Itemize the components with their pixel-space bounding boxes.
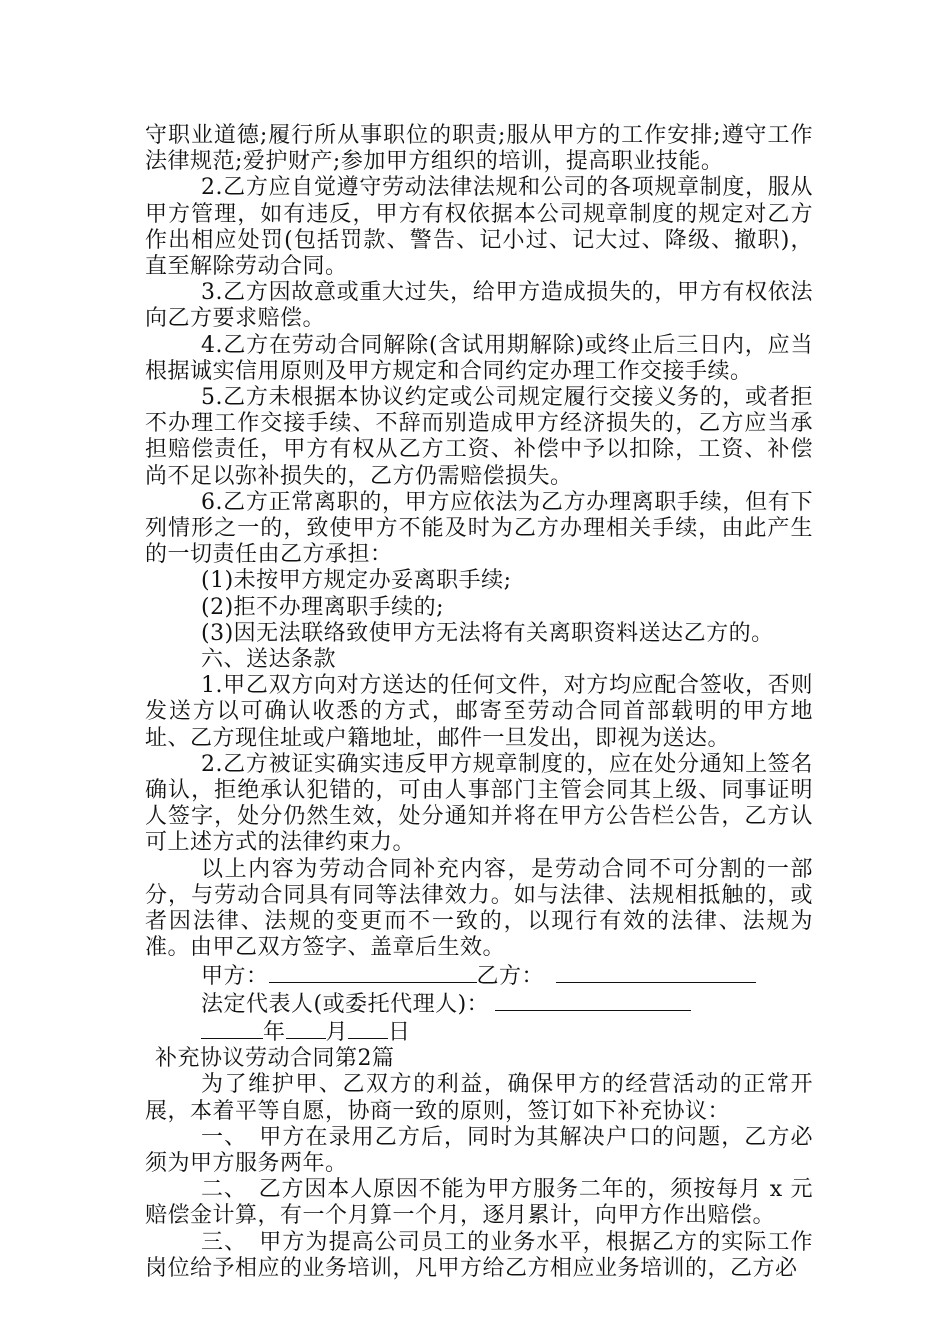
- day-label: 日: [388, 1019, 411, 1045]
- paragraph-clause-5: 5.乙方未根据本协议约定或公司规定履行交接义务的，或者拒不办理工作交接手续、不辞而别造成甲方经济损失的，乙方应当承担赔偿责任，甲方有权从乙方工资、补偿中予以扣除，工资、补偿尚不足以弥补损失的，乙方仍需赔偿损失。: [145, 385, 813, 489]
- month-label: 月: [325, 1019, 349, 1045]
- paragraph-clause-6: 6.乙方正常离职的，甲方应依法为乙方办理离职手续，但有下列情形之一的，致使甲方不能及时为乙方办理相关手续，由此产生的一切责任由乙方承担：: [145, 489, 813, 568]
- signature-row-legal-rep: [145, 990, 813, 1018]
- document-page: [145, 123, 813, 1282]
- paragraph-delivery-1: 1.甲乙双方向对方送达的任何文件，对方均应配合签收，否则发送方以可确认收悉的方式，邮寄至劳动合同首部载明的甲方地址、乙方现住址或户籍地址，邮件一旦发出，即视为送达。: [145, 673, 813, 751]
- legal-rep-label: 法定代表人(或委托代理人)：: [201, 991, 490, 1017]
- date-row: [145, 1018, 813, 1046]
- paragraph-clause-3: 3.乙方因故意或重大过失，给甲方造成损失的，甲方有权依法向乙方要求赔偿。: [145, 280, 813, 332]
- party-b-label: 乙方：: [476, 963, 545, 989]
- paragraph-delivery-2: 2.乙方被证实确实违反甲方规章制度的，应在处分通知上签名确认，拒绝承认犯错的，可由人事部门主管会同其上级、同事证明人签字，处分仍然生效，处分通知并将在甲方公告栏公告，乙方认可上述方式的法律约束力。: [145, 751, 813, 856]
- list-item-3: (3)因无法联络致使甲方无法将有关离职资料送达乙方的。: [201, 620, 774, 646]
- list-item-2: (2)拒不办理离职手续的;: [201, 594, 445, 620]
- paragraph-clause-4: 4.乙方在劳动合同解除(含试用期解除)或终止后三日内，应当根据诚实信用原则及甲方规定和合同约定办理工作交接手续。: [145, 332, 813, 384]
- paragraph-clause-three: 三、 甲方为提高公司员工的业务水平，根据乙方的实际工作岗位给予相应的业务培训，凡甲方给乙方相应业务培训的，乙方必: [145, 1229, 813, 1281]
- year-label: 年: [263, 1019, 286, 1045]
- day-blank: [348, 1018, 388, 1039]
- paragraph-closing: 以上内容为劳动合同补充内容，是劳动合同不可分割的一部分，与劳动合同具有同等法律效力。如与法律、法规相抵触的，或者因法律、法规的变更而不一致的，以现行有效的法律、法规为准。由甲乙双方签字、盖章后生效。: [145, 856, 813, 961]
- signature-row-parties: [145, 962, 813, 990]
- party-a-label: 甲方：: [201, 963, 269, 989]
- section-heading-delivery: 六、送达条款: [201, 647, 337, 673]
- paragraph-intro-2: 为了维护甲、乙双方的利益，确保甲方的经营活动的正常开展，本着平等自愿，协商一致的原则，签订如下补充协议：: [145, 1072, 813, 1124]
- party-b-signature-line: [556, 962, 756, 983]
- legal-rep-signature-line: [495, 990, 691, 1011]
- party-a-signature-line: [269, 962, 477, 983]
- list-item-1: (1)未按甲方规定办妥离职手续;: [201, 568, 512, 594]
- year-blank: [201, 1018, 263, 1039]
- paragraph-clause-2: 2.乙方应自觉遵守劳动法律法规和公司的各项规章制度，服从甲方管理，如有违反，甲方有权依据本公司规章制度的规定对乙方作出相应处罚(包括罚款、警告、记小过、记大过、降级、撤职)，直至解除劳动合同。: [145, 175, 813, 280]
- paragraph-duties: 守职业道德;履行所从事职位的职责;服从甲方的工作安排;遵守工作法律规范;爱护财产;参加甲方组织的培训，提高职业技能。: [145, 123, 813, 175]
- paragraph-clause-two: 二、 乙方因本人原因不能为甲方服务二年的，须按每月 x 元赔偿金计算，有一个月算一个月，逐月累计，向甲方作出赔偿。: [145, 1177, 813, 1229]
- document-title-part-2: 补充协议劳动合同第2篇: [155, 1046, 395, 1072]
- paragraph-clause-one: 一、 甲方在录用乙方后，同时为其解决户口的问题，乙方必须为甲方服务两年。: [145, 1124, 813, 1176]
- month-blank: [286, 1018, 326, 1039]
